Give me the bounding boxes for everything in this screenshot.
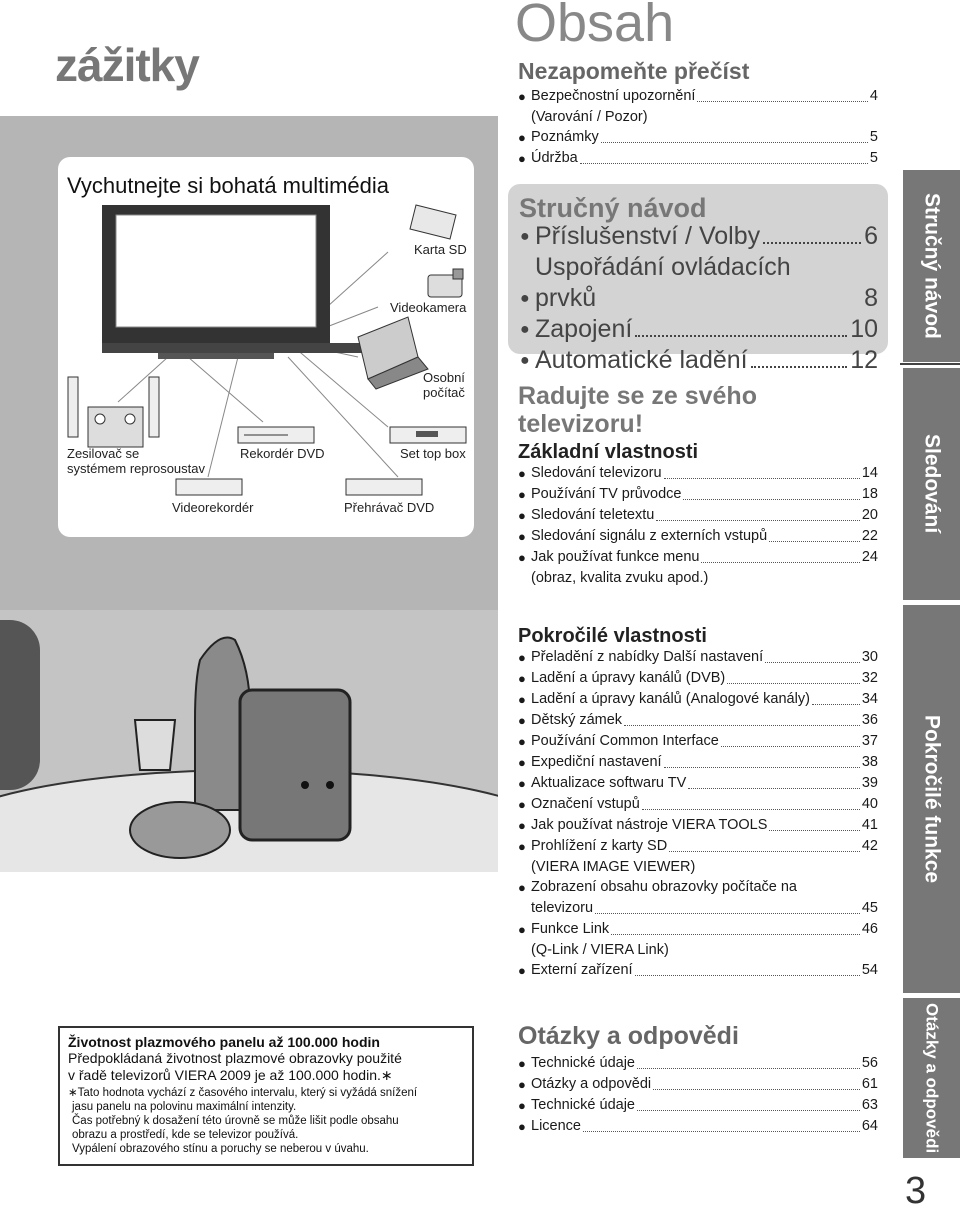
bullet-icon: ● [518, 797, 526, 812]
basic-features-heading: Základní vlastnosti [518, 441, 699, 463]
leader-dots [727, 683, 860, 684]
camcorder-icon [428, 269, 463, 297]
toc-item[interactable] [518, 898, 878, 919]
toc-item[interactable] [518, 794, 878, 815]
toc-item[interactable] [518, 526, 878, 547]
leader-dots [635, 975, 860, 976]
toc-item[interactable] [518, 484, 878, 505]
leader-dots [812, 704, 860, 705]
toc-page-number: 37 [861, 733, 878, 749]
toc-page-number: 64 [861, 1118, 878, 1134]
left-page-title: zážitky [55, 39, 199, 91]
toc-item-label: Sledování teletextu [531, 507, 655, 523]
toc-item[interactable] [518, 463, 878, 484]
leader-dots [751, 366, 848, 368]
toc-item[interactable] [518, 877, 878, 898]
label-camcorder: Videokamera [390, 300, 467, 315]
toc-page-number: 32 [861, 670, 878, 686]
leader-dots [637, 1068, 860, 1069]
toc-page-number: 22 [861, 528, 878, 544]
toc-item-label: Údržba [531, 150, 578, 166]
label-sd-card: Karta SD [414, 242, 467, 257]
toc-page-number: 6 [864, 222, 878, 250]
leader-dots [688, 788, 860, 789]
toc-item-label: Automatické ladění [535, 346, 748, 374]
toc-page-number: 46 [861, 921, 878, 937]
toc-item-label: Poznámky [531, 129, 599, 145]
toc-item-label: Licence [531, 1118, 581, 1134]
toc-item-label: Sledování signálu z externích vstupů [531, 528, 768, 544]
lifetime-line-2: v řadě televizorů VIERA 2009 je až 100.000 hodin.∗ [68, 1067, 393, 1083]
bullet-icon: ● [518, 755, 526, 770]
toc-item[interactable] [518, 836, 878, 857]
leader-dots [624, 725, 860, 726]
leader-dots [664, 767, 860, 768]
speaker-system-icon [68, 377, 159, 447]
basic-features-list [518, 463, 878, 588]
bullet-icon: ● [520, 290, 530, 307]
bullet-icon: ● [520, 321, 530, 338]
bullet-icon: ● [518, 713, 526, 728]
faq-list [518, 1053, 878, 1137]
toc-item-label: Funkce Link [531, 921, 610, 937]
leader-dots [653, 1089, 860, 1090]
bullet-icon: ● [518, 839, 526, 854]
toc-page-number: 14 [861, 465, 878, 481]
multimedia-heading: Vychutnejte si bohatá multimédia [67, 173, 390, 198]
leader-dots [583, 1131, 860, 1132]
toc-item[interactable] [518, 1095, 878, 1116]
bullet-icon: ● [518, 130, 526, 145]
bullet-icon: ● [518, 487, 526, 502]
tab-quick-guide-label: Stručný návod [920, 193, 944, 339]
toc-item[interactable] [518, 710, 878, 731]
toc-item-subtitle: (obraz, kvalita zvuku apod.) [531, 570, 709, 586]
leader-dots [697, 101, 867, 102]
toc-page-number: 56 [861, 1055, 878, 1071]
plasma-lifetime-box [58, 1026, 474, 1166]
tab-quick-guide[interactable] [903, 170, 960, 362]
bullet-icon: ● [518, 880, 526, 895]
toc-item-label: Bezpečnostní upozornění [531, 88, 696, 104]
toc-page-number: 61 [861, 1076, 878, 1092]
toc-item-label: Externí zařízení [531, 962, 633, 978]
page-number: 3 [905, 1170, 927, 1205]
bullet-icon: ● [520, 352, 530, 369]
toc-item-label: Uspořádání ovládacích prvků [534, 253, 791, 312]
lifetime-note-1: ∗Tato hodnota vychází z časového intervalu, který si vyžádá snížení [68, 1087, 418, 1099]
toc-item-label: Prohlížení z karty SD [531, 838, 668, 854]
leader-dots [656, 520, 860, 521]
toc-item-subtitle: (VIERA IMAGE VIEWER) [531, 859, 696, 875]
bullet-icon: ● [518, 776, 526, 791]
tab-viewing-label: Sledování [920, 434, 944, 534]
leader-dots [769, 830, 859, 831]
bullet-icon: ● [518, 692, 526, 707]
toc-page-number: 5 [869, 129, 878, 145]
toc-item[interactable] [518, 127, 878, 148]
leader-dots [683, 499, 859, 500]
label-set-top-box: Set top box [400, 446, 466, 461]
label-dvd-player: Přehrávač DVD [344, 500, 435, 515]
toc-item[interactable] [520, 252, 878, 314]
toc-item-label: Ladění a úpravy kanálů (Analogové kanály) [531, 691, 810, 707]
bullet-icon: ● [520, 228, 530, 245]
toc-page-number: 36 [861, 712, 878, 728]
bullet-icon: ● [518, 89, 526, 104]
label-dvd-recorder: Rekordér DVD [240, 446, 325, 461]
bullet-icon: ● [518, 151, 526, 166]
toc-page-number: 4 [869, 88, 878, 104]
toc-page-number: 5 [869, 150, 878, 166]
leader-dots [701, 562, 859, 563]
toc-item-label: Zapojení [535, 315, 633, 343]
toc-item-label: Používání Common Interface [531, 733, 719, 749]
toc-item-label: televizoru [531, 900, 594, 916]
label-vcr: Videorekordér [172, 500, 254, 515]
bullet-icon: ● [518, 529, 526, 544]
toc-item[interactable] [518, 960, 878, 981]
toc-item[interactable] [518, 86, 878, 107]
toc-item-label: Příslušenství / Volby [535, 222, 761, 250]
set-top-box-icon [390, 427, 466, 443]
toc-page-number: 40 [861, 796, 878, 812]
multimedia-diagram [58, 157, 474, 537]
bullet-icon: ● [518, 650, 526, 665]
toc-item[interactable] [518, 505, 878, 526]
toc-page-number: 45 [861, 900, 878, 916]
leader-dots [637, 1110, 860, 1111]
lifetime-note-4: obrazu a prostředí, kde se televizor používá. [72, 1129, 299, 1141]
leader-dots [763, 242, 861, 244]
bullet-icon: ● [518, 1056, 526, 1071]
enjoy-heading: Radujte se ze svého televizoru! [518, 382, 757, 438]
tab-faq[interactable] [903, 998, 960, 1158]
toc-item[interactable] [518, 148, 878, 169]
toc-item[interactable] [520, 314, 878, 345]
toc-item-label: Ladění a úpravy kanálů (DVB) [531, 670, 726, 686]
toc-item[interactable] [520, 345, 878, 376]
toc-page-number: 34 [861, 691, 878, 707]
toc-item-label: Otázky a odpovědi [531, 1076, 652, 1092]
tab-viewing[interactable] [903, 368, 960, 600]
toc-item-label: Sledování televizoru [531, 465, 662, 481]
toc-page-number: 54 [861, 962, 878, 978]
toc-item-label: Technické údaje [531, 1097, 635, 1113]
toc-item-label: Jak používat nástroje VIERA TOOLS [531, 817, 768, 833]
toc-item-label: Označení vstupů [531, 796, 640, 812]
leader-dots [664, 478, 860, 479]
toc-page-number: 63 [861, 1097, 878, 1113]
leader-dots [721, 746, 860, 747]
dvd-player-icon [346, 479, 422, 495]
must-read-heading: Nezapomeňte přečíst [518, 58, 750, 84]
bullet-icon: ● [518, 734, 526, 749]
sd-card-icon [410, 205, 456, 239]
toc-page-number: 18 [861, 486, 878, 502]
toc-page-number: 8 [864, 284, 878, 312]
toc-page-number: 12 [850, 346, 878, 374]
bullet-icon: ● [518, 508, 526, 523]
toc-item-subtitle: (Q-Link / VIERA Link) [531, 942, 669, 958]
bullet-icon: ● [518, 466, 526, 481]
toc-page-number: 38 [861, 754, 878, 770]
faq-heading: Otázky a odpovědi [518, 1022, 739, 1050]
toc-item[interactable] [518, 1074, 878, 1095]
toc-page-number: 42 [861, 838, 878, 854]
advanced-features-list [518, 647, 878, 981]
bullet-icon: ● [518, 818, 526, 833]
toc-page-number: 41 [861, 817, 878, 833]
toc-item-label: Dětský zámek [531, 712, 623, 728]
toc-item[interactable] [518, 731, 878, 752]
toc-page-number: 20 [861, 507, 878, 523]
bullet-icon: ● [518, 671, 526, 686]
bullet-icon: ● [518, 922, 526, 937]
toc-item[interactable] [520, 221, 878, 252]
toc-item[interactable] [518, 547, 878, 568]
living-room-illustration [0, 610, 498, 872]
leader-dots [642, 809, 860, 810]
toc-item-label: Jak používat funkce menu [531, 549, 700, 565]
toc-item[interactable] [518, 773, 878, 794]
page-title: Obsah [515, 0, 675, 53]
toc-item[interactable] [518, 689, 878, 710]
tv-icon [102, 205, 374, 359]
toc-item[interactable] [518, 668, 878, 689]
tab-advanced[interactable] [903, 605, 960, 993]
lifetime-note-3: Čas potřebný k dosažení této úrovně se může lišit podle obsahu [72, 1115, 399, 1127]
toc-item[interactable] [518, 1053, 878, 1074]
lifetime-note-2: jasu panelu na polovinu maximální intenzity. [72, 1101, 297, 1113]
toc-page-number: 30 [861, 649, 878, 665]
advanced-features-heading: Pokročilé vlastnosti [518, 625, 707, 647]
label-amplifier: Zesilovač se systémem reprosoustav [67, 446, 205, 476]
bullet-icon: ● [518, 1098, 526, 1113]
toc-item[interactable] [518, 815, 878, 836]
toc-page-number: 39 [861, 775, 878, 791]
leader-dots [669, 851, 860, 852]
toc-item-label: Zobrazení obsahu obrazovky počítače na [531, 879, 797, 895]
leader-dots [635, 335, 847, 337]
lifetime-title: Životnost plazmového panelu až 100.000 hodin [68, 1034, 380, 1050]
lifetime-line-1: Předpokládaná životnost plazmové obrazovky použité [68, 1050, 402, 1066]
tab-divider [900, 363, 960, 365]
leader-dots [595, 913, 860, 914]
toc-item-subtitle: (Varování / Pozor) [531, 109, 648, 125]
toc-page-number: 24 [861, 549, 878, 565]
laptop-icon [358, 317, 428, 389]
toc-item[interactable] [518, 1116, 878, 1137]
must-read-list [518, 86, 878, 169]
quick-guide-list [520, 221, 878, 376]
lifetime-note-5: Vypálení obrazového stínu a poruchy se neberou v úvahu. [72, 1143, 369, 1155]
toc-item[interactable] [518, 647, 878, 668]
label-pc: Osobní počítač [423, 370, 465, 400]
leader-dots [601, 142, 868, 143]
toc-item[interactable] [518, 919, 878, 940]
tab-faq-label: Otázky a odpovědi [922, 1002, 942, 1154]
bullet-icon: ● [518, 1077, 526, 1092]
dvd-recorder-icon [238, 427, 314, 443]
bullet-icon: ● [518, 550, 526, 565]
bullet-icon: ● [518, 1119, 526, 1134]
quick-guide-heading: Stručný návod [519, 193, 707, 223]
toc-item-label: Aktualizace softwaru TV [531, 775, 687, 791]
toc-item-label: Používání TV průvodce [531, 486, 682, 502]
vcr-icon [176, 479, 242, 495]
tab-advanced-label: Pokročilé funkce [920, 714, 944, 884]
leader-dots [580, 163, 868, 164]
leader-dots [765, 662, 860, 663]
bullet-icon: ● [518, 963, 526, 978]
leader-dots [769, 541, 860, 542]
toc-item-label: Přeladění z nabídky Další nastavení [531, 649, 764, 665]
toc-item-label: Expediční nastavení [531, 754, 662, 770]
toc-item[interactable] [518, 752, 878, 773]
leader-dots [611, 934, 860, 935]
toc-item-label: Technické údaje [531, 1055, 635, 1071]
toc-page-number: 10 [850, 315, 878, 343]
